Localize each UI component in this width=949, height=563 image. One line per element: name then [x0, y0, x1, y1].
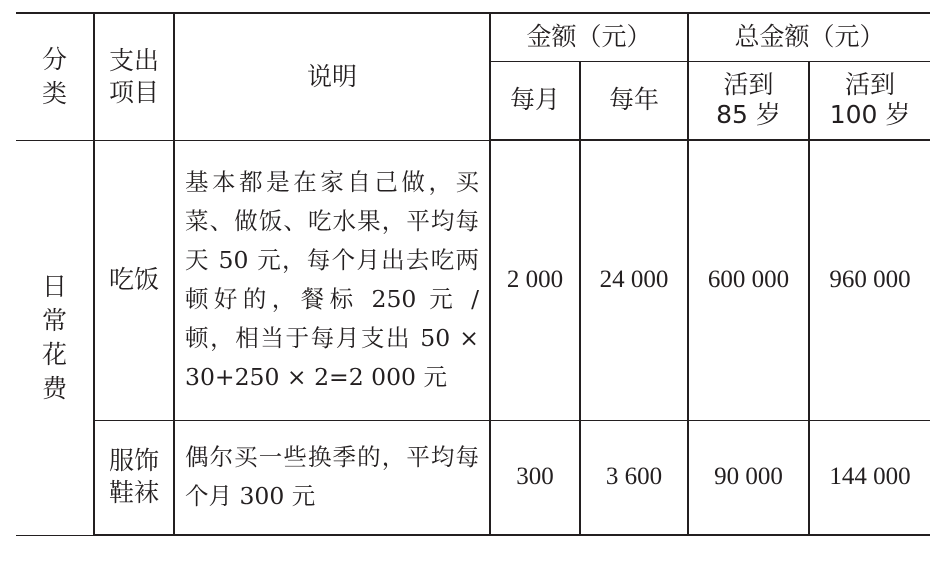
header-total-group: 总金额（元）: [688, 13, 930, 61]
expense-table-container: [16, 12, 930, 536]
category-label: 日 常 花 费: [41, 271, 67, 403]
description-cell: 基本都是在家自己做，买菜、做饭、吃水果，平均每天 50 元，每个月出去吃两顿好的，餐标 250 元 / 顿，相当于每月支出 50 × 30+250 × 2=2 000 元: [174, 140, 490, 420]
item-label: 吃饭: [108, 265, 159, 294]
header-description: 说明: [174, 13, 490, 140]
description-cell: 偶尔买一些换季的，平均每个月 300 元: [174, 420, 490, 535]
header-item: [94, 13, 174, 140]
header-to-85: [688, 61, 809, 140]
header-item-label: 支出 项目: [108, 45, 159, 107]
header-category-label: 分 类: [41, 44, 67, 108]
item-cell: [94, 140, 174, 420]
to-100-cell: 960 000: [809, 140, 930, 420]
item-label: 服饰 鞋袜: [108, 446, 159, 508]
header-category: [16, 13, 94, 140]
to-85-cell: 90 000: [688, 420, 809, 535]
table-row: [16, 140, 930, 420]
table-row: [16, 420, 930, 535]
header-row-top: [16, 13, 930, 61]
to-85-cell: 600 000: [688, 140, 809, 420]
header-to-100: [809, 61, 930, 140]
header-monthly: 每月: [490, 61, 580, 140]
header-yearly: 每年: [580, 61, 688, 140]
monthly-cell: 2 000: [490, 140, 580, 420]
table-header: [16, 13, 930, 140]
item-cell: [94, 420, 174, 535]
yearly-cell: 24 000: [580, 140, 688, 420]
monthly-cell: 300: [490, 420, 580, 535]
header-amount-group: 金额（元）: [490, 13, 688, 61]
category-cell: [16, 140, 94, 535]
table-body: [16, 140, 930, 535]
header-to-85-label: 活到 85 岁: [716, 70, 781, 130]
to-100-cell: 144 000: [809, 420, 930, 535]
yearly-cell: 3 600: [580, 420, 688, 535]
header-to-100-label: 活到 100 岁: [829, 70, 911, 130]
expense-table: [16, 12, 930, 536]
